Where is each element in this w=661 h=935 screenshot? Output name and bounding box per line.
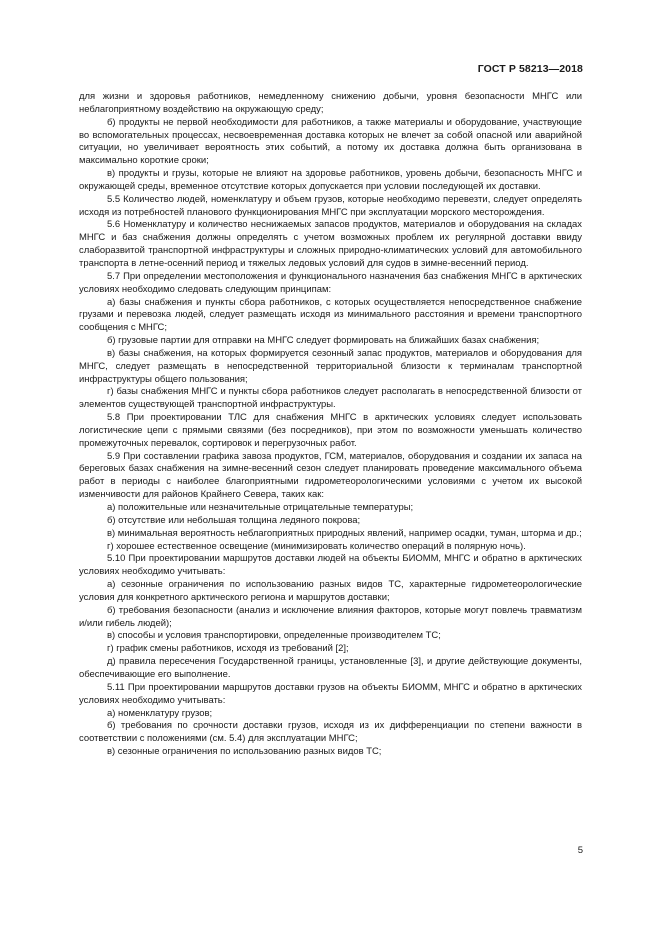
paragraph: а) базы снабжения и пункты сбора работников, с которых осуществляется непосредственное снабжение грузами и перевозка людей, следует размещать исходя из минимального расстояния и времени транспортного сообщения с МНГС;	[79, 296, 582, 334]
paragraph: б) продукты не первой необходимости для работников, а также материалы и оборудование, участвующие во вспомогательных процессах, несвоевременная доставка которых не влечет за собой опасной или аварийной ситуации, но увеличивает вероятность этих событий, а потому их доставка должна быть организована в максимально короткие сроки;	[79, 116, 582, 167]
paragraph: г) хорошее естественное освещение (минимизировать количество операций в полярную ночь).	[107, 540, 526, 552]
paragraph: 5.7 При определении местоположения и функционального назначения баз снабжения МНГС в арктических условиях необходимо следовать следующим принципам:	[79, 270, 582, 295]
paragraph: а) номенклатуру грузов;	[107, 707, 213, 719]
paragraph: в) минимальная вероятность неблагоприятных природных явлений, например осадки, туман, шторма и др.;	[107, 527, 582, 539]
paragraph: а) положительные или незначительные отрицательные температуры;	[107, 502, 414, 513]
paragraph: в) базы снабжения, на которых формируется сезонный запас продуктов, материалов и оборудования для МНГС, следует размещать в непосредственной территориальной близости к терминалам транспортной инфраструктуры общего пользования;	[79, 347, 582, 385]
paragraph: г) базы снабжения МНГС и пункты сбора работников следует располагать в непосредственной близости от элементов существующей транспортной инфраструктуры.	[79, 386, 582, 411]
paragraph: б) требования безопасности (анализ и исключение влияния факторов, которые могут повлечь травматизм и/или гибель людей);	[79, 604, 582, 629]
paragraph: 5.5 Количество людей, номенклатуру и объем грузов, которые необходимо перевезти, следует определять исходя из потребностей планового функционирования МНГС при эксплуатации морского месторождения.	[79, 193, 582, 218]
paragraph: 5.8 При проектировании ТЛС для снабжения МНГС в арктических условиях следует использовать логистические цепи с прямыми связями (без посредников), при этом по возможности уменьшать количество промежуточных перевалок, сортировок и перегрузочных работ.	[79, 412, 582, 449]
paragraph: д) правила пересечения Государственной границы, установленные [3], и другие действующие документы, обеспечивающие его выполнение.	[79, 656, 582, 680]
document-body	[79, 91, 582, 759]
paragraph: для жизни и здоровья работников, немедленному снижению добычи, уровня безопасности МНГС или неблагоприятному воздействию на окружающую среду;	[79, 91, 582, 115]
paragraph: г) график смены работников, исходя из требований [2];	[107, 643, 349, 655]
page-number: 5	[577, 845, 583, 856]
paragraph: 5.11 При проектировании маршрутов доставки грузов на объекты БИОММ, МНГС и обратно в арктических условиях необходимо учитывать:	[79, 681, 582, 706]
paragraph: 5.10 При проектировании маршрутов доставки людей на объекты БИОММ, МНГС и обратно в арктических условиях необходимо учитывать:	[79, 553, 582, 578]
paragraph: в) продукты и грузы, которые не влияют на здоровье работников, уровень добычи, безопасность МНГС и окружающей среды, временное отсутствие которых допускается при условии последующей их доставки.	[79, 168, 582, 192]
paragraph: 5.6 Номенклатуру и количество неснижаемых запасов продуктов, материалов и оборудования на складах МНГС и баз снабжения должны определять с учетом возможных проблем их регулярной доставки ввиду слаборазвитой транспортной инфраструктуры и сложных природно-климатических условий для автомобильного транспорта в летне-осенний период и тяжелых ледовых условий для судов в зимне-весенний период.	[79, 219, 582, 269]
paragraph: в) способы и условия транспортировки, определенные производителем ТС;	[107, 630, 441, 642]
paragraph: а) сезонные ограничения по использованию разных видов ТС, характерные гидрометеорологические условия для конкретного арктического региона и маршрутов доставки;	[79, 579, 582, 603]
paragraph: в) сезонные ограничения по использованию разных видов ТС;	[107, 746, 382, 758]
document-header: ГОСТ Р 58213—2018	[477, 63, 583, 75]
paragraph: б) грузовые партии для отправки на МНГС следует формировать на ближайших базах снабжения;	[107, 335, 540, 347]
paragraph: б) требования по срочности доставки грузов, исходя из их дифференциации по степени важности в соответствии с положениями (см. 5.4) для эксплуатации МНГС;	[79, 720, 582, 745]
paragraph: 5.9 При составлении графика завоза продуктов, ГСМ, материалов, оборудования и создании их запаса на береговых базах снабжения на зимне-весенний сезон следует планировать проведение максимального объема работ в периоды с наиболее благоприятными гидрометеорологическими условиями с учетом их высокой изменчивости для районов Крайнего Севера, таких как:	[79, 450, 582, 501]
paragraph: б) отсутствие или небольшая толщина ледяного покрова;	[107, 514, 361, 526]
